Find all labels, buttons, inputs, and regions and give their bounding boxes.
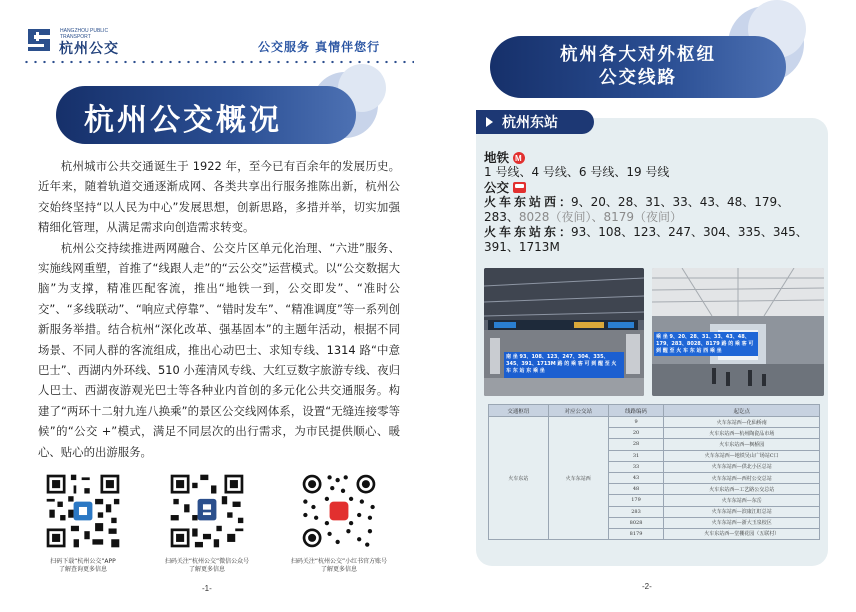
dest-cell: 火车东站西—化仙桥南 (664, 417, 820, 428)
table-header-row (489, 405, 820, 417)
dest-cell: 火车东站西—地铁吴山广场站C口 (664, 450, 820, 461)
dest-cell: 火车东站西—滨康江虹总站 (664, 506, 820, 517)
dest-cell: 火车东站西—杭州陶瓷品市场 (664, 428, 820, 439)
west-routes: 火车东站西：9、20、28、31、33、43、48、179、283、8028（夜间）、8179（夜间） (484, 195, 790, 224)
slogan: 公交服务 真情伴您行 (258, 40, 381, 54)
photo-sign-text: 乘 坐 9、20、28、31、33、43、48、179、283、8028、8179 路 的 乘 客 可 到 醒 至 火 车 东 站 西 乘 坐 (656, 334, 754, 354)
station-photo-image (652, 268, 824, 396)
qr-caption-line: 了解更多信息 (188, 566, 225, 573)
qr-caption-line: 扫码关注“杭州公交”小红书官方账号 (290, 558, 388, 565)
dest-cell: 火车东站西—枫桥园 (664, 439, 820, 450)
line-cell: 8179 (608, 528, 664, 539)
line-cell: 8028 (608, 517, 664, 528)
line-cell: 28 (608, 439, 664, 450)
qr-caption (152, 558, 262, 574)
qr-pattern (44, 472, 122, 550)
line-cell: 48 (608, 484, 664, 495)
right-page (428, 0, 856, 612)
table-header: 交通枢纽 (489, 405, 549, 417)
line-cell: 31 (608, 450, 664, 461)
paragraph: 杭州城市公共交通诞生于 1922 年，至今已有百余年的发展历史。近年来，随着轨道交通逐渐成网、各类共享出行服务推陈出新，杭州公交始终坚持“以人民为中心”发展思想，创新思路，多措并举，切实加强精细化管理，从满足需求向创造需求转变。 (38, 159, 400, 235)
metro-lines: 1 号线、4 号线、6 号线、19 号线 (484, 165, 670, 179)
title-banner (56, 86, 356, 144)
qr-wechat (152, 472, 262, 574)
page-number: -1- (202, 584, 212, 593)
qr-code-row (28, 472, 412, 582)
qr-caption-line: 扫码关注“杭州公交”微信公众号 (164, 558, 250, 565)
metro-icon (513, 152, 525, 164)
paragraph: 杭州公交持续推进两网融合、公交片区单元化治理、“六进”服务、实施线网重塑，首推了“线跟人走”的“云公交”运营模式。以“公交数据大脑”为支撑，精准匹配客流，推出“地铁一到，公交即发”、“准时公交”、“多线联动”、“响应式停靠”、“错时发车”、“精准调度”等一系列创新服务举措。结合杭州“深化改革、强基固本”的主题年活动，根据不同场景、不同人群的客流组成，推出心动巴士、求知专线、1314 路“中意巴士”、西湖内外环线、510 小莲清风专线、大红豆数字旅游专线、夜归人巴士、西湖夜游观光巴士等各种业内首创的多元化公共交通服务。构建了“两环十二射九连八换乘”的景区公交线网体系，设置“无缝连接零等候”的“公交 +”模式，满足不同层次的出行需求，为市民提供顺心、暖心、贴心的出游服务。 (38, 240, 400, 459)
page-title-line-1: 杭州各大对外枢纽 (560, 45, 716, 65)
overview-text (38, 156, 400, 462)
line-cell: 43 (608, 472, 664, 483)
table-row (489, 417, 820, 428)
dest-cell: 火车东站西—浙大玉泉校区 (664, 517, 820, 528)
qr-xiaohongshu (284, 472, 394, 574)
qr-caption-line: 了解更多信息 (320, 566, 357, 573)
west-night-routes: 8028（夜间）、8179（夜间） (518, 210, 682, 224)
bus-heading (484, 180, 824, 195)
line-cell: 33 (608, 461, 664, 472)
qr-code-icon[interactable] (168, 472, 246, 550)
section-tab (476, 110, 594, 134)
table-header: 对应公交站 (548, 405, 608, 417)
logo-chinese-text: 杭州公交 (59, 41, 119, 57)
line-cell: 20 (608, 428, 664, 439)
dest-cell: 火车东站西—工艺路公交总站 (664, 484, 820, 495)
west-station-label: 火车东站西 (484, 195, 560, 209)
section-tab-label: 杭州东站 (502, 115, 558, 131)
logo-english-text: HANGZHOU PUBLIC TRANSPORT (60, 28, 109, 40)
title-banner (490, 36, 786, 98)
qr-caption-line: 扫码下载“杭州公交”APP (50, 558, 116, 565)
hangzhou-transit-logo (26, 26, 136, 56)
east-route-list: 93、108、123、247、304、335、345、391、1713M (484, 225, 808, 254)
photo-sign-text: 南 坐 93、108、123、247、304、335、345、391、1713M 路 的 乘 客 可 到 醒 至 火 车 东 站 东 乘 坐 (506, 354, 617, 374)
bus-icon (513, 182, 526, 193)
page-number: -2- (642, 582, 652, 591)
qr-pattern (300, 472, 378, 550)
east-station-label: 火车东站东 (484, 225, 560, 239)
line-cell: 179 (608, 495, 664, 506)
station-photo-image (484, 268, 644, 396)
dest-cell: 火车东站西—西村公交总站 (664, 472, 820, 483)
table-header: 起讫点 (664, 405, 820, 417)
station-cell: 火车东站西 (548, 417, 608, 540)
qr-caption (284, 558, 394, 574)
page-title-line-2: 公交线路 (599, 68, 677, 88)
metro-label: 地铁 (484, 150, 510, 165)
qr-caption-line: 了解查询更多信息 (58, 566, 107, 573)
line-cell: 9 (608, 417, 664, 428)
line-cell: 283 (608, 506, 664, 517)
dest-cell: 火车东站西—东岳 (664, 495, 820, 506)
west-route-list: 9、20、28、31、33、43、48、179、283、 (484, 195, 790, 224)
metro-heading (484, 150, 824, 165)
station-photo-east (484, 268, 644, 396)
logo-mark-icon (26, 26, 54, 54)
qr-code-icon[interactable] (300, 472, 378, 550)
east-routes: 火车东站东：93、108、123、247、304、335、345、391、1713M (484, 225, 808, 254)
qr-app (28, 472, 138, 574)
qr-code-icon[interactable] (44, 472, 122, 550)
qr-caption (28, 558, 138, 574)
table-header: 线路编码 (608, 405, 664, 417)
play-arrow-icon (486, 117, 493, 127)
dest-cell: 火车东站西—供北小区总站 (664, 461, 820, 472)
dotted-divider (22, 60, 414, 64)
dest-cell: 火车东站西—堂棚花园（五联村） (664, 528, 820, 539)
qr-pattern (168, 472, 246, 550)
bus-label: 公交 (484, 180, 510, 195)
station-photo-west (652, 268, 824, 396)
page-title: 杭州公交概况 (84, 103, 282, 138)
route-table (488, 404, 820, 540)
transit-info (484, 150, 824, 255)
hub-cell: 火车东站 (489, 417, 549, 540)
